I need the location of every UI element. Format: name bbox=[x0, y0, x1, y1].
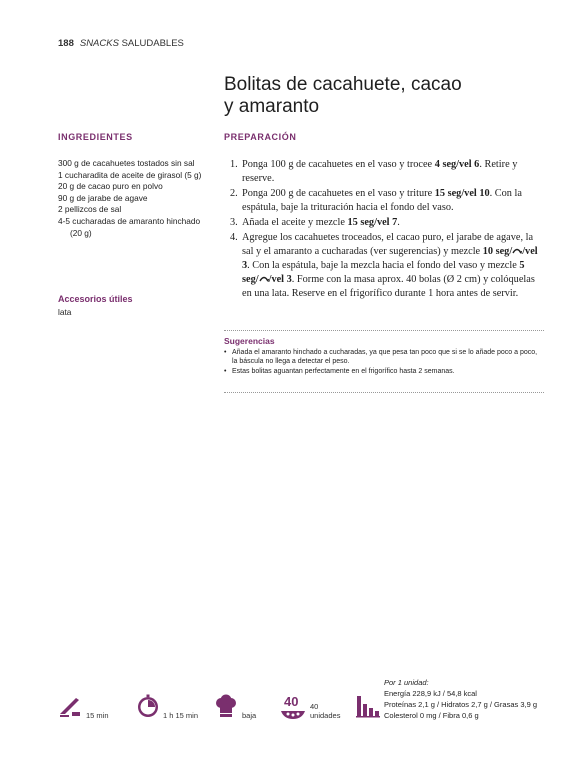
step-item: 2. Ponga 200 g de cacahuetes en el vaso y triture 15 seg/vel 10. Con la espátula, baje la trituración hacia el fondo del vaso. bbox=[230, 188, 522, 213]
page-header bbox=[58, 38, 184, 49]
nutrition-line: Colesterol 0 mg / Fibra 0,6 g bbox=[384, 711, 479, 720]
nutrition-title: Por 1 unidad: bbox=[384, 678, 429, 687]
portions-number: 40 bbox=[284, 694, 299, 709]
total-time: 1 h 15 min bbox=[163, 711, 199, 720]
suggestion-item: • Añada el amaranto hinchado a cucharadas, ya que pesa tan poco que si se lo añade poco a poco, la báscula no llega a detectar el peso. bbox=[224, 348, 544, 367]
preparation-heading: PREPARACIÓN bbox=[224, 132, 297, 142]
divider-top bbox=[224, 330, 544, 331]
ingredient-item: 20 g de cacao puro en polvo bbox=[58, 181, 163, 192]
ingredients-list bbox=[58, 158, 208, 239]
portions-label: 40 unidades bbox=[310, 702, 341, 720]
kneading-icon bbox=[512, 247, 522, 255]
kneading-icon bbox=[259, 275, 269, 283]
recipe-title: Bolitas de cacahuete, cacao y amaranto bbox=[224, 74, 462, 117]
ingredients-heading: INGREDIENTES bbox=[58, 132, 133, 142]
suggestions-list bbox=[224, 348, 544, 376]
section-rest: SALUDABLES bbox=[121, 38, 184, 49]
ingredient-item: 2 pellizcos de sal bbox=[58, 204, 122, 215]
ingredient-item: 300 g de cacahuetes tostados sin sal bbox=[58, 158, 195, 168]
knife-icon bbox=[58, 694, 82, 718]
step-item: 3. Añada el aceite y mezcle 15 seg/vel 7. bbox=[230, 217, 400, 228]
prep-time: 15 min bbox=[86, 711, 109, 720]
ingredient-item: 4-5 cucharadas de amaranto hinchado (20 g) bbox=[58, 215, 201, 238]
ingredient-item: 90 g de jarabe de agave bbox=[58, 192, 148, 203]
page-number: 188 bbox=[58, 38, 74, 49]
bar-chart-icon bbox=[356, 694, 380, 718]
accessories-text: lata bbox=[58, 307, 72, 317]
nutrition-line: Proteínas 2,1 g / Hidratos 2,7 g / Grasas 3,9 g bbox=[384, 700, 537, 709]
chef-hat-icon bbox=[214, 694, 238, 718]
divider-bottom bbox=[224, 392, 544, 393]
accessories-heading: Accesorios útiles bbox=[58, 294, 133, 304]
suggestion-item: • Estas bolitas aguantan perfectamente en el frigorífico hasta 2 semanas. bbox=[224, 367, 544, 376]
preparation-steps bbox=[230, 158, 542, 302]
suggestions-heading: Sugerencias bbox=[224, 336, 275, 346]
section-italic: SNACKS bbox=[79, 38, 119, 49]
plate-icon bbox=[280, 708, 306, 720]
step-item: 4. Agregue los cacahuetes troceados, el cacao puro, el jarabe de agave, la sal y el amaranto a cucharadas (ver sugerencias) y mezcle 10 seg/ /vel 3. Con la espátula, baje la mezcla hacia el fondo del vaso y mezcle 5 seg/ /vel 3. Forme con la masa aprox. 40 bolas (Ø 2 cm) y colóquelas en una lata. Reserve en el frigorífico durante 1 hora antes de servir. bbox=[230, 232, 538, 299]
step-item: 1. Ponga 100 g de cacahuetes en el vaso y trocee 4 seg/vel 6. Retire y reserve. bbox=[230, 159, 518, 184]
timer-icon bbox=[136, 694, 160, 718]
difficulty: baja bbox=[242, 711, 257, 720]
nutrition-line: Energía 228,9 kJ / 54,8 kcal bbox=[384, 689, 477, 698]
ingredient-item: 1 cucharadita de aceite de girasol (5 g) bbox=[58, 169, 202, 180]
